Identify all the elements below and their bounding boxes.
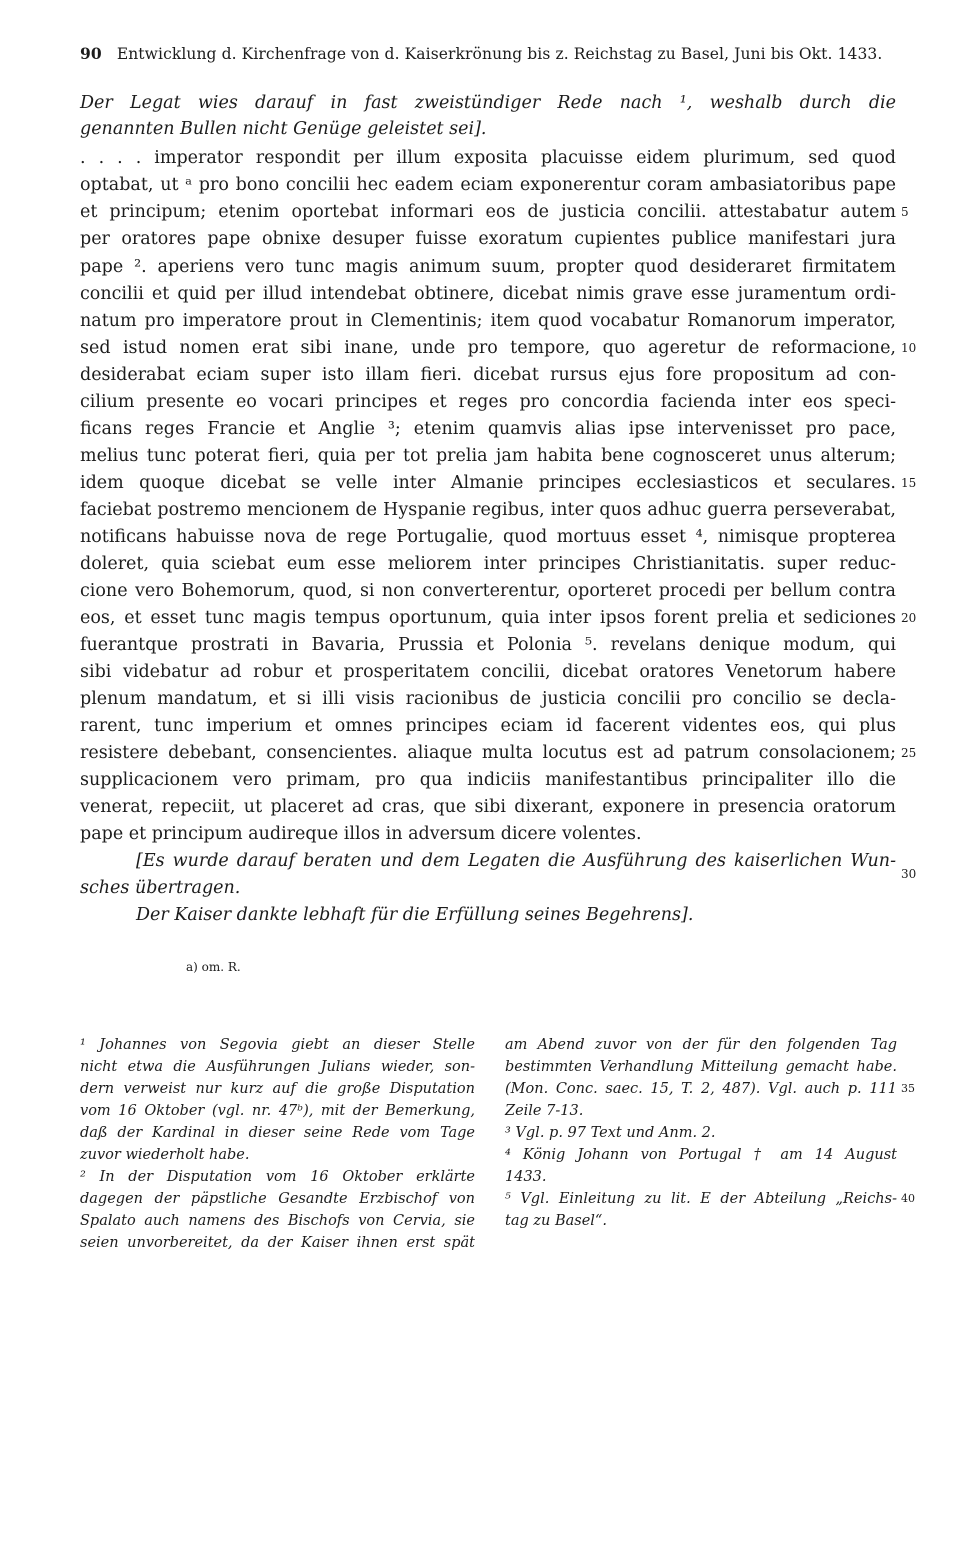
- text-line: cione vero Bohemorum, quod, si non converterentur, oporteret procedi per bellum contra: [80, 581, 896, 601]
- footnote-line: zuvor wiederholt habe.: [80, 1147, 250, 1163]
- text-line: faciebat postremo mencionem de Hyspanie regibus, inter quos adhuc guerra perseverabat,: [80, 500, 896, 520]
- footnotes-right-column: [505, 1034, 897, 1232]
- footnote-line: nicht etwa die Ausführungen Julians wieder, son-: [80, 1059, 475, 1075]
- text-line: pape et principum audireque illos in adversum dicere volentes.: [80, 824, 642, 844]
- footnote-line: ¹ Johannes von Segovia giebt an dieser Stelle: [80, 1037, 475, 1053]
- text-line: et principum; etenim oportebat informari eos de justicia concilii. attestabatur autem: [80, 202, 896, 222]
- footnote-line: bestimmten Verhandlung Mitteilung gemacht habe.: [505, 1059, 897, 1075]
- text-line: rarent, tunc imperium et omnes principes eciam id facerent videntes eos, qui plus: [80, 716, 896, 736]
- line-number: 30: [901, 867, 917, 881]
- text-line: idem quoque dicebat se velle inter Almanie principes ecclesiasticos et seculares.: [80, 473, 896, 493]
- footnote-line: am Abend zuvor von der für den folgenden Tag: [505, 1037, 897, 1053]
- text-line: desiderabat eciam super isto illam fieri. dicebat rursus ejus fore propositum ad con-: [80, 365, 896, 385]
- line-number: 10: [901, 341, 917, 355]
- text-line: cilium presente eo vocari principes et reges pro concordia facienda inter eos speci-: [80, 392, 896, 412]
- critical-apparatus: a) om. R.: [186, 960, 241, 974]
- line-number: 20: [901, 611, 917, 625]
- text-line: plenum mandatum, et si illi visis racionibus de justicia concilii pro concilio se decla-: [80, 689, 896, 709]
- running-title: Entwicklung d. Kirchenfrage von d. Kaiserkrönung bis z. Reichstag zu Basel, Juni bis Okt. 1433.: [116, 45, 883, 63]
- text-line: . . . . imperator respondit per illum exposita placuisse eidem plurimum, sed quod: [80, 148, 896, 168]
- text-line: sibi videbatur ad robur et prosperitatem concilii, dicebat oratores Venetorum habere: [80, 662, 896, 682]
- text-line: melius tunc poterat fieri, quia per tot prelia jam habita bene cognosceret unus alterum;: [80, 446, 896, 466]
- text-line: Der Legat wies darauf in fast zweistündiger Rede nach ¹, weshalb durch die: [80, 93, 896, 113]
- text-line: venerat, repeciit, ut placeret ad cras, que sibi dixerant, exponere in presencia oratorum: [80, 797, 896, 817]
- text-line: natum pro imperatore prout in Clementinis; item quod vocabatur Romanorum imperator,: [80, 311, 896, 331]
- text-line: supplicacionem vero primam, pro qua indiciis manifestantibus principaliter illo die: [80, 770, 896, 790]
- footnote-line: tag zu Basel“.: [505, 1213, 607, 1229]
- footnote-line: ⁵ Vgl. Einleitung zu lit. E der Abteilung „Reichs-: [505, 1191, 897, 1207]
- text-line: ficans reges Francie et Anglie ³; etenim quamvis alias ipse intervenisset pro pace,: [80, 419, 896, 439]
- text-line: fuerantque prostrati in Bavaria, Prussia et Polonia ⁵. revelans denique modum, qui: [80, 635, 896, 655]
- text-line: doleret, quia sciebat eum esse meliorem inter principes Christianitatis. super reduc-: [80, 554, 896, 574]
- footnote-line: ⁴ König Johann von Portugal † am 14 August: [505, 1147, 897, 1163]
- footnote-line: daß der Kardinal in dieser seine Rede vom Tage: [80, 1125, 475, 1141]
- footnote-line: ² In der Disputation vom 16 Oktober erklärte: [80, 1169, 475, 1185]
- text-line: genannten Bullen nicht Genüge geleistet sei].: [80, 119, 487, 139]
- text-line: [Es wurde darauf beraten und dem Legaten die Ausführung des kaiserlichen Wun-: [136, 851, 896, 871]
- footnote-line: 1433.: [505, 1169, 547, 1185]
- text-line: sches übertragen.: [80, 878, 241, 898]
- line-number: 5: [901, 205, 909, 219]
- line-number: 35: [901, 1082, 915, 1095]
- text-line: notificans habuisse nova de rege Portugalie, quod mortuus esset ⁴, nimisque propterea: [80, 527, 896, 547]
- footnote-line: dagegen der päpstliche Gesandte Erzbischof von: [80, 1191, 475, 1207]
- line-number: 40: [901, 1192, 915, 1205]
- footnote-line: (Mon. Conc. saec. 15, T. 2, 487). Vgl. auch p. 111: [505, 1081, 897, 1097]
- text-line: resistere debebant, consencientes. aliaque multa locutus est ad patrum consolacionem;: [80, 743, 896, 763]
- running-header: [80, 44, 883, 63]
- text-line: concilii et quid per illud intendebat obtinere, dicebat nimis grave esse juramentum ordi-: [80, 284, 896, 304]
- text-line: sed istud nomen erat sibi inane, unde pro tempore, quo ageretur de reformacione,: [80, 338, 896, 358]
- footnote-line: Spalato auch namens des Bischofs von Cervia, sie: [80, 1213, 475, 1229]
- footnotes-left-column: [80, 1034, 475, 1254]
- footnote-line: vom 16 Oktober (vgl. nr. 47ᵇ), mit der Bemerkung,: [80, 1103, 475, 1119]
- footnote-line: ³ Vgl. p. 97 Text und Anm. 2.: [505, 1125, 716, 1141]
- text-line: optabat, ut ᵃ pro bono concilii hec eadem eciam exponerentur coram ambasiatoribus pape: [80, 175, 896, 195]
- text-line: pape ². aperiens vero tunc magis animum suum, propter quod desideraret firmitatem: [80, 257, 896, 277]
- footnote-line: seien unvorbereitet, da der Kaiser ihnen erst spät: [80, 1235, 475, 1251]
- line-number: 25: [901, 746, 917, 760]
- line-number: 15: [901, 476, 917, 490]
- footnote-line: dern verweist nur kurz auf die große Disputation: [80, 1081, 475, 1097]
- text-line: Der Kaiser dankte lebhaft für die Erfüllung seines Begehrens].: [136, 905, 694, 925]
- text-line: eos, et esset tunc magis tempus oportunum, quia inter ipsos forent prelia et sediciones: [80, 608, 896, 628]
- page-number: 90: [80, 44, 102, 63]
- footnote-line: Zeile 7-13.: [505, 1103, 584, 1119]
- text-line: per oratores pape obnixe desuper fuisse exoratum cupientes publice manifestari jura: [80, 229, 896, 249]
